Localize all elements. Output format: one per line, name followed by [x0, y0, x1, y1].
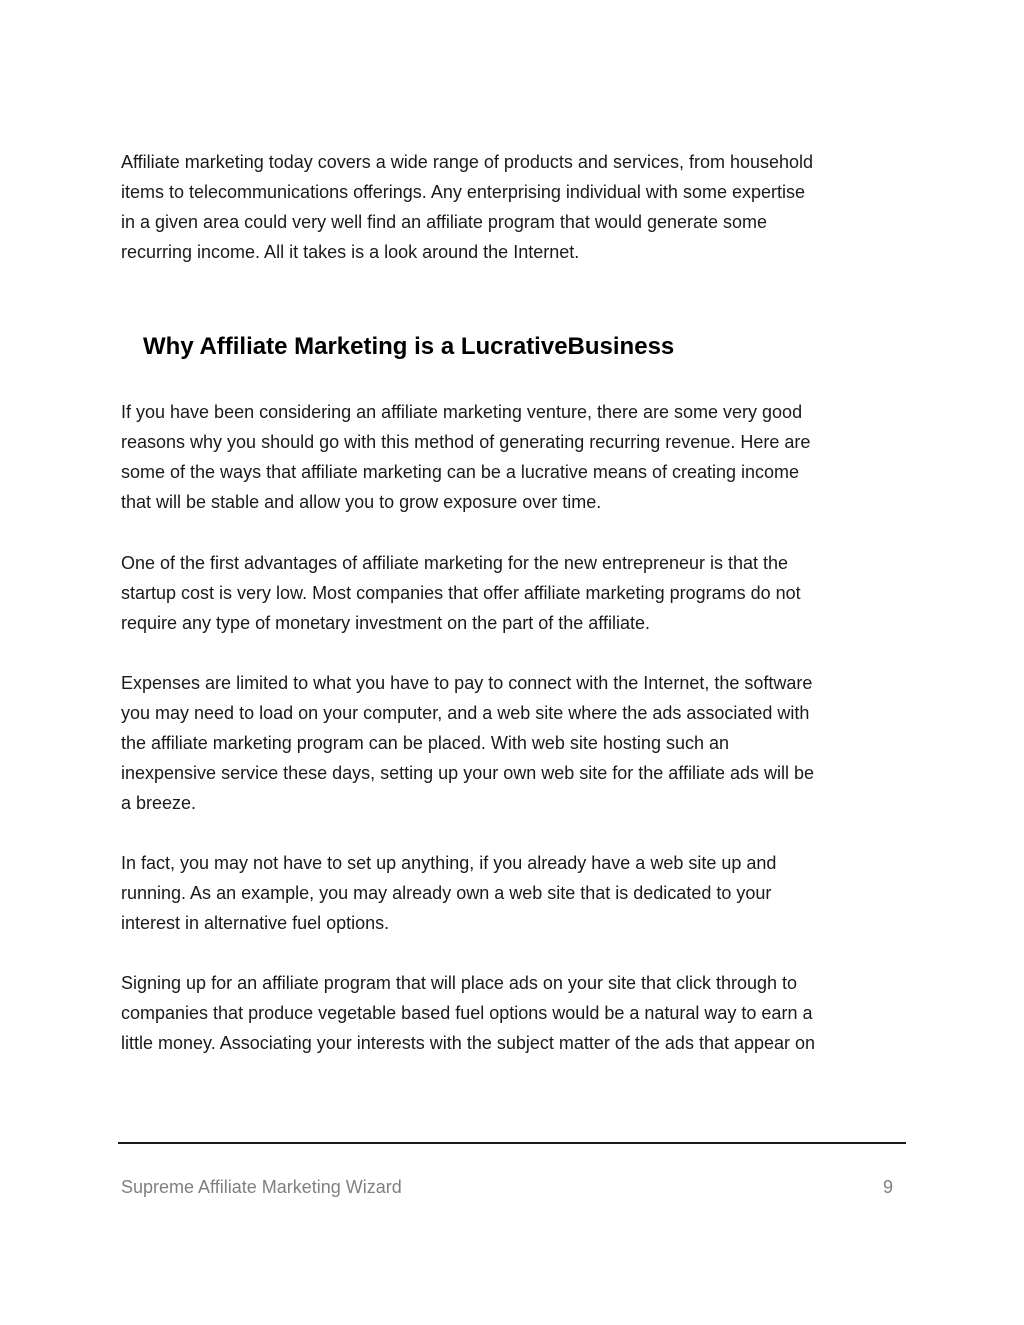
section-heading: Why Affiliate Marketing is a LucrativeBusiness: [143, 333, 675, 360]
paragraph-in-fact: In fact, you may not have to set up anything, if you already have a web site up and running. As an example, you may already own a web site that is dedicated to your interest in alternative fuel options.: [121, 853, 777, 933]
paragraph-intro: Affiliate marketing today covers a wide range of products and services, from household items to telecommunications offerings. Any enterprising individual with some expertise in a given area could very well find an affiliate program that would generate some recurring income. All it takes is a look around the Internet.: [121, 152, 814, 262]
paragraph-signing-up: Signing up for an affiliate program that will place ads on your site that click through to companies that produce vegetable based fuel options would be a natural way to earn a little money. Associating your interests with the subject matter of the ads that appear on: [121, 973, 816, 1053]
paragraph-considering: If you have been considering an affiliate marketing venture, there are some very good reasons why you should go with this method of generating recurring revenue. Here are some of the ways that affiliate marketing can be a lucrative means of creating income that will be stable and allow you to grow exposure over time.: [121, 402, 811, 512]
footer-divider: [118, 1142, 906, 1144]
page-number: 9: [882, 1177, 893, 1197]
paragraph-advantages: One of the first advantages of affiliate marketing for the new entrepreneur is that the startup cost is very low. Most companies that offer affiliate marketing programs do not require any type of monetary investment on the part of the affiliate.: [121, 553, 801, 633]
footer-title: Supreme Affiliate Marketing Wizard: [121, 1177, 402, 1197]
paragraph-expenses: Expenses are limited to what you have to pay to connect with the Internet, the software you may need to load on your computer, and a web site where the ads associated with the affiliate marketing program can be placed. With web site hosting such an inexpensive service these days, setting up your own web site for the affiliate ads will be a breeze.: [121, 673, 815, 813]
